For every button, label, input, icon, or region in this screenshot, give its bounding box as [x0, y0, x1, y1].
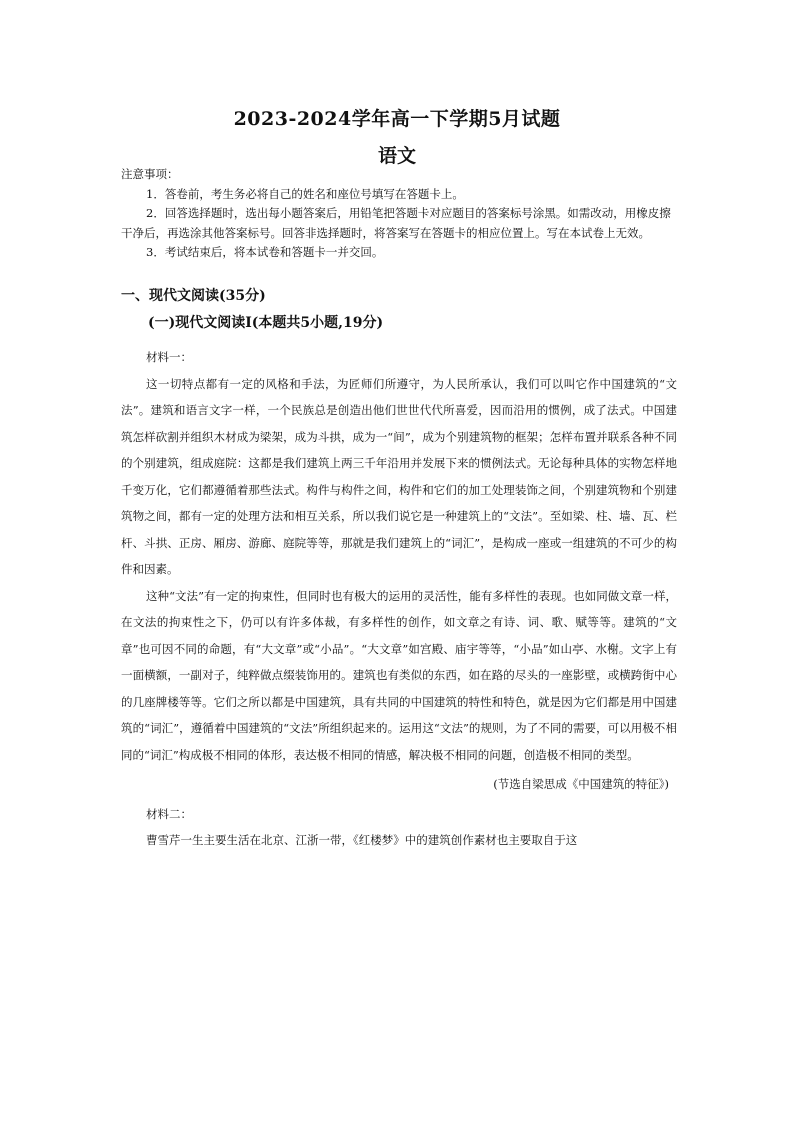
- notice-item: 2．回答选择题时，选出每小题答案后，用铅笔把答题卡对应题目的答案标号涂黑。如需改动，用橡皮擦干净后，再选涂其他答案标号。回答非选择题时，将答案写在答题卡的相应位置上。写在本试卷上无效。: [121, 206, 671, 240]
- material-two-paragraph: 曹雪芹一生主要生活在北京、江浙一带，《红楼梦》中的建筑创作素材也主要取自于这: [146, 833, 578, 847]
- material-one-paragraph: 这种“文法”有一定的拘束性，但同时也有极大的运用的灵活性，能有多样性的表现。也如同做文章一样，在文法的拘束性之下，仍可以有许多体裁，有多样性的创作，如文章之有诗、词、歌、赋等等。建筑的“文章”也可因不同的命题，有“大文章”或“小品”。“大文章”如宫殿、庙宇等等，“小品”如山亭、水榭。文字上有一面横额，一副对子，纯粹做点缀装饰用的。建筑也有类似的东西，如在路的尽头的一座影壁，或横跨街中心的几座牌楼等等。它们之所以都是中国建筑，具有共同的中国建筑的特性和特色，就是因为它们都是用中国建筑的“词汇”，遵循着中国建筑的“文法”所组织起来的。运用这“文法”的规则，为了不同的需要，可以用极不相同的“词汇”构成极不相同的体形，表达极不相同的情感，解决极不相同的问题，创造极不相同的类型。: [121, 588, 677, 762]
- notice-list: [121, 185, 681, 263]
- material-one-source: (节选自梁思成《中国建筑的特征》): [493, 777, 669, 791]
- subsection-heading: (一)现代文阅读Ⅰ(本题共5小题,19分): [148, 315, 384, 331]
- reading-passage: [121, 344, 677, 854]
- exam-subject: 语文: [377, 145, 416, 167]
- material-two-label: 材料二：: [146, 806, 192, 821]
- notice-block: [121, 165, 681, 263]
- notice-item: 1．答卷前，考生务必将自己的姓名和座位号填写在答题卡上。: [146, 186, 464, 201]
- section-heading: 一、现代文阅读(35分): [121, 288, 266, 304]
- exam-title: 2023-2024学年高一下学期5月试题: [233, 108, 561, 130]
- notice-item: 3．考试结束后，将本试卷和答题卡一并交回。: [146, 245, 384, 259]
- material-one-label: 材料一：: [146, 350, 192, 364]
- material-one-paragraph: 这一切特点都有一定的风格和手法，为匠师们所遵守，为人民所承认，我们可以叫它作中国建筑的“文法”。建筑和语言文字一样，一个民族总是创造出他们世世代代所喜爱，因而沿用的惯例，成了法式。中国建筑怎样砍割并组织木材成为梁架，成为斗拱，成为一“间”，成为个别建筑物的框架；怎样布置并联系各种不同的个别建筑，组成庭院：这都是我们建筑上两三千年沿用并发展下来的惯例法式。无论每种具体的实物怎样地千变万化，它们都遵循着那些法式。构件与构件之间，构件和它们的加工处理装饰之间，个别建筑物和个别建筑物之间，都有一定的处理方法和相互关系，所以我们说它是一种建筑上的“文法”。至如梁、柱、墙、瓦、栏杆、斗拱、正房、厢房、游廊、庭院等等，那就是我们建筑上的“词汇”，是构成一座或一组建筑的不可少的构件和因素。: [121, 376, 677, 576]
- notice-label: 注意事项：: [121, 167, 179, 181]
